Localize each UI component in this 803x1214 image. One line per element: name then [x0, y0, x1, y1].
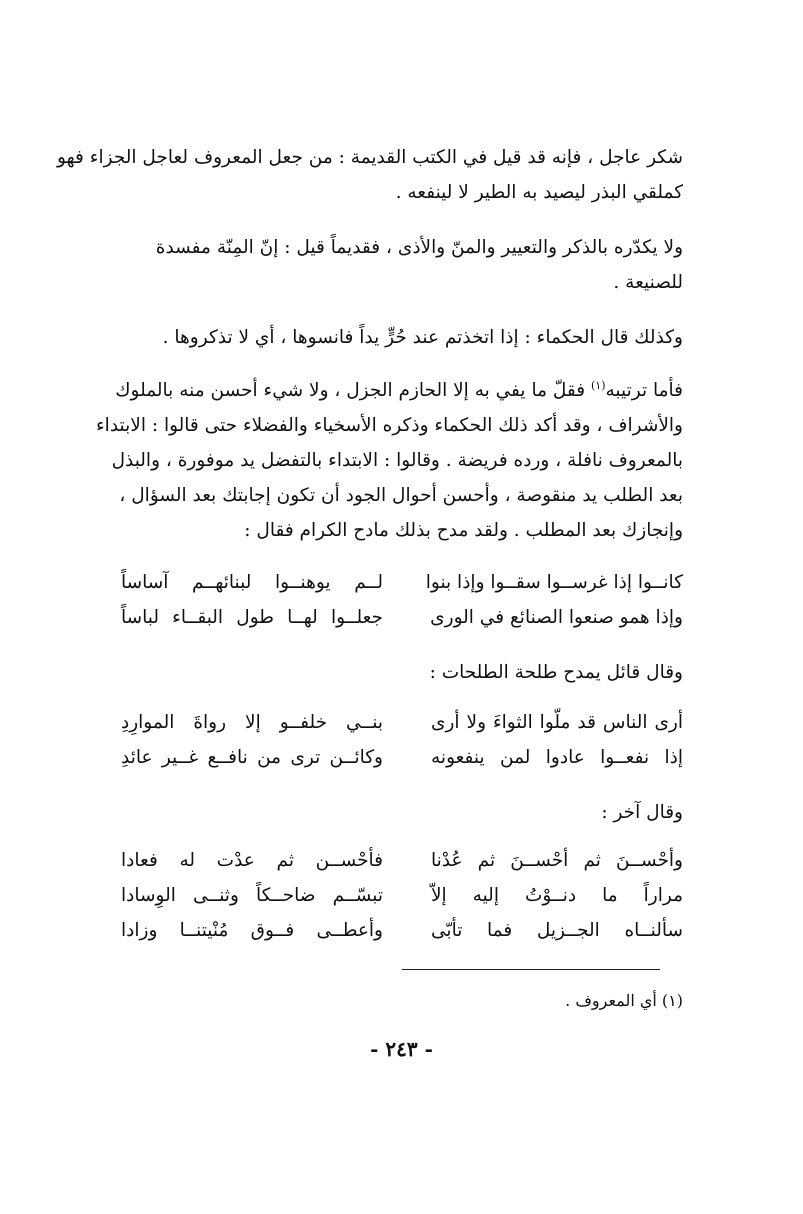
hemistich-second: وكائــن ترى من نافــع غــير عائدِ: [121, 747, 383, 768]
hemistich-second: جعلــوا لهــا طول البقــاء لباساً: [121, 607, 383, 628]
hemistich-second: فأحْســن ثم عدْت له فعادا: [121, 850, 383, 871]
hemistich-first: أرى الناس قد ملّوا الثواءَ ولا أرى: [431, 712, 683, 733]
verse: [121, 878, 683, 913]
footnote: (١) أي المعروف .: [565, 991, 683, 1010]
verse: [121, 565, 683, 600]
poem-intro-2: وقال قائل يمدح طلحة الطلحات :: [429, 662, 683, 683]
poem-intro-3: وقال آخر :: [601, 802, 683, 823]
lead-text: فأما ترتيبه: [605, 380, 683, 402]
verse: [121, 843, 683, 878]
hemistich-second: وأعطــى فــوق مُنْيتنــا وزادا: [121, 920, 383, 941]
poem-2: [121, 705, 683, 775]
hemistich-second: لــم يوهنــوا لبنائهــم آساساً: [121, 572, 383, 593]
verse: [121, 740, 683, 775]
paragraph-1: [56, 140, 683, 210]
hemistich-first: إذا نفعــوا عادوا لمن ينفعونه: [431, 747, 683, 768]
poem-1: [121, 565, 683, 635]
text-line: بالمعروف نافلة ، ورده فريضة . وقالوا : الابتداء بالتفضل يد موفورة ، والبذل: [111, 450, 683, 472]
page-number: - ٢٤٣ -: [370, 1037, 433, 1061]
verse: [121, 705, 683, 740]
hemistich-first: سألنــاه الجــزيل فما تأبّى: [431, 920, 683, 941]
verse: [121, 600, 683, 635]
hemistich-first: كانــوا إذا غرســوا سقــوا وإذا بنوا: [425, 572, 683, 593]
text-line: للصنيعة .: [613, 272, 683, 293]
hemistich-first: وإذا همو صنعوا الصنائع في الورى: [430, 607, 683, 628]
hemistich-first: مراراً ما دنــوْتُ إليه إلاّ: [431, 885, 683, 906]
text-line: وكذلك قال الحكماء : إذا اتخذتم عند حُرٍّ يداً فانسوها ، أي لا تذكروها .: [162, 327, 683, 348]
hemistich-first: وأحْســنَ ثم أحْســنَ ثم عُدْنا: [431, 850, 683, 871]
text-line: وإنجازك بعد المطلب . ولقد مدح بذلك مادح الكرام فقال :: [244, 520, 683, 542]
footnote-divider: [402, 969, 660, 970]
poem-3: [121, 843, 683, 948]
text-line: [115, 368, 683, 408]
hemistich-second: تبسّــم ضاحــكاً وثنــى الوِسادا: [121, 885, 383, 906]
text-line: والأشراف ، وقد أكد ذلك الحكماء وذكره الأسخياء والفضلاء حتى قالوا : الابتداء: [95, 415, 683, 437]
paragraph-2: [121, 230, 683, 300]
text-line: شكر عاجل ، فإنه قد قيل في الكتب القديمة : من جعل المعروف لعاجل الجزاء فهو: [56, 147, 683, 168]
text-line: بعد الطلب يد منقوصة ، وأحسن أحوال الجود أن تكون إجابتك بعد السؤال ،: [119, 485, 683, 507]
text-line-rest: فقلّ ما يفي به إلا الحازم الجزل ، ولا شيء أحسن منه بالملوك: [115, 380, 586, 402]
footnote-marker[interactable]: (١): [590, 379, 606, 392]
verse: [121, 913, 683, 948]
paragraph-3: [121, 320, 683, 355]
paragraph-4: [95, 368, 683, 548]
hemistich-second: بنــي خلفــو إلا رواةَ الموارِدِ: [121, 712, 383, 733]
text-line: ولا يكدّره بالذكر والتعيير والمنّ والأذى ، فقديماً قيل : إنّ المِنّة مفسدة: [155, 237, 683, 258]
text-line: كملقي البذر ليصيد به الطير لا لينفعه .: [395, 182, 683, 203]
